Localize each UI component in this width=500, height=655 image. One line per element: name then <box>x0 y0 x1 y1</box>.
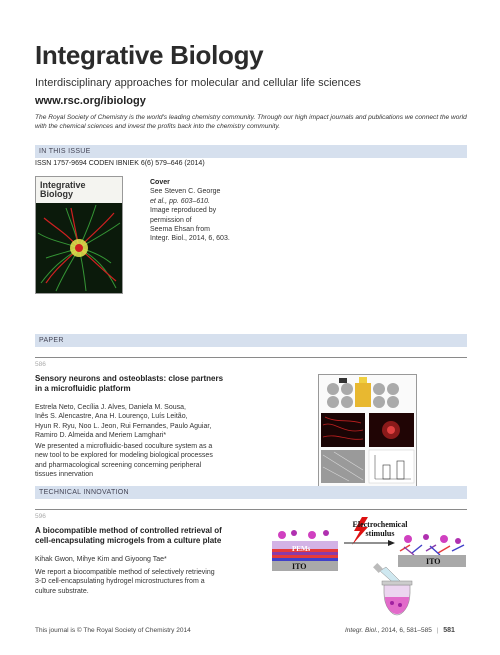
footer-volume-pages: , 2014, 6, 581–585 <box>377 627 432 634</box>
paper-desc-line: new tool to be explored for modeling biological processes <box>35 452 213 460</box>
cover-caption-line: Seema Ehsan from <box>150 226 210 234</box>
paper-author-line: Ramiro D. Almeida and Meriem Lamghari* <box>35 432 167 440</box>
tech-title-line: cell-encapsulating microgels from a culture plate <box>35 536 222 545</box>
tech-graphical-abstract[interactable] <box>268 515 468 617</box>
paper-author-line: Inês S. Alencastre, Ana H. Lourenço, Luís Leitão, <box>35 413 188 421</box>
cover-caption <box>150 178 260 244</box>
cover-caption-line: See Steven C. George <box>150 188 221 196</box>
section-bar-in-this-issue <box>35 145 467 158</box>
tech-desc-line: 3-D cell-encapsulating hydrogel microstructures from a <box>35 578 205 586</box>
paper-page-number: 586 <box>35 361 46 368</box>
cover-caption-line: Integr. Biol., 2014, 6, 603. <box>150 235 230 243</box>
cover-heading: Cover <box>150 179 170 186</box>
tech-description <box>35 568 215 596</box>
paper-desc-line: and pharmacological screening concerning peripheral <box>35 461 202 469</box>
cover-thumb-title <box>40 181 86 199</box>
journal-subtitle: Interdisciplinary approaches for molecular and cellular life sciences <box>35 77 361 89</box>
cover-caption-line: permission of <box>150 216 192 224</box>
paper-desc-line: tissues innervation <box>35 471 93 479</box>
cover-caption-line: Image reproduced by <box>150 207 217 215</box>
paper-graphical-abstract[interactable] <box>318 374 417 487</box>
pems-label: PEMs <box>292 545 311 553</box>
tech-page-number: 596 <box>35 513 46 520</box>
stimulus-label: Electrochemical <box>352 520 408 529</box>
cover-cell-image <box>36 203 122 293</box>
section-divider <box>35 509 467 510</box>
ito-label: ITO <box>426 557 441 566</box>
journal-url-link[interactable]: www.rsc.org/ibiology <box>35 95 146 107</box>
tech-title-line: A biocompatible method of controlled retrieval of <box>35 526 222 535</box>
tech-authors: Kihak Gwon, Mihye Kim and Giyoong Tae* <box>35 556 167 563</box>
paper-title-link[interactable] <box>35 374 223 394</box>
footer-page-number: 581 <box>443 627 455 634</box>
right-substrate <box>398 534 466 567</box>
bar-chart-panel <box>369 450 414 483</box>
tech-desc-line: culture substrate. <box>35 587 89 595</box>
section-label: PAPER <box>39 337 64 344</box>
arrow-right-icon <box>388 540 395 546</box>
cover-caption-line: et al., pp. 603–610. <box>150 197 210 205</box>
left-substrate <box>272 530 338 571</box>
section-bar-paper <box>35 334 467 347</box>
paper-author-line: Estrela Neto, Cecília J. Alves, Daniela M. Sousa, <box>35 404 186 411</box>
journal-title: Integrative Biology <box>35 40 264 70</box>
issn-line: ISSN 1757-9694 CODEN IBNIEK 6(6) 579–646 (2014) <box>35 160 205 167</box>
footer-separator: | <box>436 627 439 634</box>
section-divider <box>35 357 467 358</box>
section-label: TECHNICAL INNOVATION <box>39 489 129 496</box>
rsc-statement: The Royal Society of Chemistry is the world's leading chemistry community. Through our high impact journals and publications we connect the world with the chemical sciences and invest the profits back into the chemistry community. <box>35 114 467 130</box>
paper-figure-svg <box>319 375 416 486</box>
ito-label: ITO <box>292 562 307 571</box>
paper-description <box>35 442 213 480</box>
paper-title-line: Sensory neurons and osteoblasts: close partners <box>35 374 224 383</box>
paper-author-line: Hyun R. Ryu, Noo L. Jeon, Rui Fernandes, Paulo Aguiar, <box>35 422 212 430</box>
stimulus-label: stimulus <box>365 529 395 538</box>
tube-icon <box>382 581 412 615</box>
paper-desc-line: We presented a microfluidic-based coculture system as a <box>35 443 213 450</box>
paper-authors <box>35 403 211 441</box>
section-label: IN THIS ISSUE <box>39 148 91 155</box>
paper-title-line: in a microfluidic platform <box>35 384 131 393</box>
cover-image[interactable] <box>35 176 123 294</box>
tech-figure-svg <box>268 515 468 617</box>
cover-thumb-title-line: Biology <box>40 189 73 199</box>
footer-copyright: This journal is © The Royal Society of Chemistry 2014 <box>35 627 191 634</box>
cover-thumb-title-line: Integrative <box>40 180 86 190</box>
footer-journal-abbrev: Integr. Biol. <box>345 627 378 634</box>
section-bar-technical-innovation <box>35 486 467 499</box>
tech-desc-line: We report a biocompatible method of selectively retrieving <box>35 569 215 576</box>
tech-title-link[interactable] <box>35 526 222 546</box>
footer-citation <box>345 627 455 634</box>
